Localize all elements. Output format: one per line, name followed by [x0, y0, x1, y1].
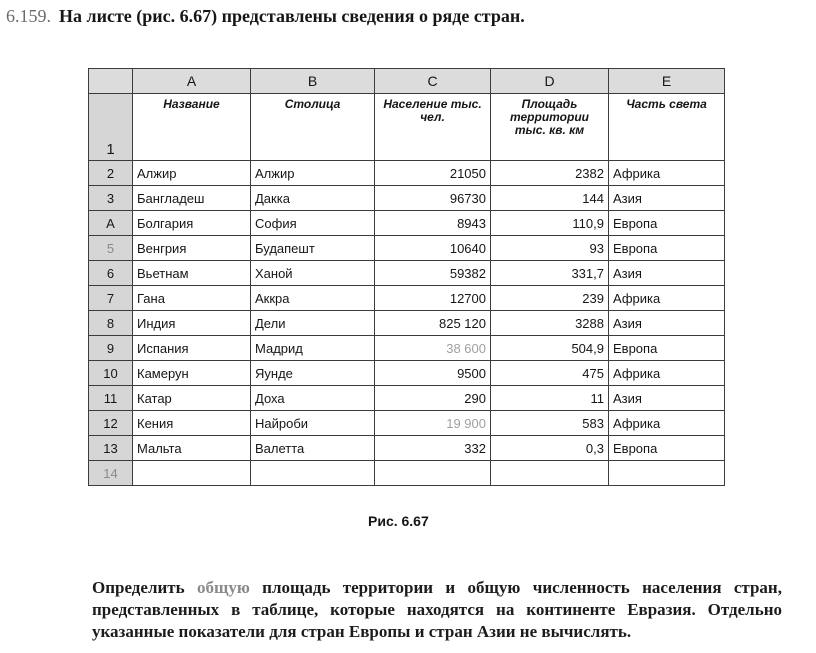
row-header[interactable]: 1	[89, 94, 133, 161]
population-cell[interactable]: 96730	[375, 186, 491, 211]
row-header[interactable]: 10	[89, 361, 133, 386]
area-cell[interactable]: 3288	[491, 311, 609, 336]
region-cell[interactable]: Европа	[609, 336, 725, 361]
area-cell[interactable]: 11	[491, 386, 609, 411]
name-cell[interactable]: Камерун	[133, 361, 251, 386]
table-row	[89, 211, 725, 236]
capital-cell[interactable]: Дели	[251, 311, 375, 336]
population-cell[interactable]: 8943	[375, 211, 491, 236]
task-text-rest: площадь территории и общую численность населения стран, представленных в таблице, которые находятся на континенте Евразия. Отдельно указанные показатели для стран Европы и стран Азии не вычислять.	[92, 578, 782, 641]
population-cell[interactable]: 332	[375, 436, 491, 461]
row-header[interactable]: 11	[89, 386, 133, 411]
table-row	[89, 286, 725, 311]
table-row	[89, 186, 725, 211]
area-cell[interactable]: 0,3	[491, 436, 609, 461]
task-text-highlight: общую	[196, 578, 250, 597]
region-cell[interactable]: Африка	[609, 286, 725, 311]
capital-cell[interactable]: Будапешт	[251, 236, 375, 261]
population-cell[interactable]: 290	[375, 386, 491, 411]
capital-cell[interactable]: Алжир	[251, 161, 375, 186]
table-row	[89, 436, 725, 461]
area-cell[interactable]: 475	[491, 361, 609, 386]
row-header[interactable]: 6	[89, 261, 133, 286]
header-capital-cell[interactable]: Столица	[251, 94, 375, 161]
population-cell[interactable]: 9500	[375, 361, 491, 386]
table-row	[89, 236, 725, 261]
table-row	[89, 161, 725, 186]
capital-cell[interactable]: Аккра	[251, 286, 375, 311]
region-cell[interactable]: Африка	[609, 361, 725, 386]
row-header[interactable]: 9	[89, 336, 133, 361]
population-cell[interactable]: 38 600	[375, 336, 491, 361]
problem-statement: На листе (рис. 6.67) представлены сведения о ряде стран.	[59, 6, 525, 26]
header-population-cell[interactable]: Население тыс. чел.	[375, 94, 491, 161]
area-cell[interactable]: 110,9	[491, 211, 609, 236]
row-header[interactable]: А	[89, 211, 133, 236]
name-cell[interactable]: Венгрия	[133, 236, 251, 261]
header-area-cell[interactable]: Площадь территории тыс. кв. км	[491, 94, 609, 161]
table-row	[89, 336, 725, 361]
column-header-d[interactable]: D	[491, 69, 609, 94]
figure-caption: Рис. 6.67	[368, 513, 429, 529]
empty-cell[interactable]	[375, 461, 491, 486]
name-cell[interactable]: Болгария	[133, 211, 251, 236]
capital-cell[interactable]: Доха	[251, 386, 375, 411]
empty-cell[interactable]	[133, 461, 251, 486]
name-cell[interactable]: Кения	[133, 411, 251, 436]
column-header-a[interactable]: A	[133, 69, 251, 94]
name-cell[interactable]: Мальта	[133, 436, 251, 461]
region-cell[interactable]: Азия	[609, 311, 725, 336]
name-cell[interactable]: Испания	[133, 336, 251, 361]
row-header[interactable]: 2	[89, 161, 133, 186]
table-row-empty	[89, 461, 725, 486]
capital-cell[interactable]: Дакка	[251, 186, 375, 211]
header-region-cell[interactable]: Часть света	[609, 94, 725, 161]
empty-cell[interactable]	[491, 461, 609, 486]
task-text-start: Определить	[92, 578, 197, 597]
row-header[interactable]: 5	[89, 236, 133, 261]
problem-number: 6.159.	[6, 6, 51, 26]
area-cell[interactable]: 2382	[491, 161, 609, 186]
region-cell[interactable]: Азия	[609, 261, 725, 286]
area-cell[interactable]: 93	[491, 236, 609, 261]
region-cell[interactable]: Африка	[609, 161, 725, 186]
region-cell[interactable]: Европа	[609, 436, 725, 461]
region-cell[interactable]: Азия	[609, 386, 725, 411]
name-cell[interactable]: Бангладеш	[133, 186, 251, 211]
name-cell[interactable]: Катар	[133, 386, 251, 411]
population-cell[interactable]: 21050	[375, 161, 491, 186]
row-header[interactable]: 12	[89, 411, 133, 436]
area-cell[interactable]: 331,7	[491, 261, 609, 286]
row-header[interactable]: 14	[89, 461, 133, 486]
population-cell[interactable]: 12700	[375, 286, 491, 311]
empty-cell[interactable]	[609, 461, 725, 486]
population-cell[interactable]: 59382	[375, 261, 491, 286]
header-name-cell[interactable]: Название	[133, 94, 251, 161]
capital-cell[interactable]: Яунде	[251, 361, 375, 386]
row-header[interactable]: 8	[89, 311, 133, 336]
column-header-row	[89, 69, 725, 94]
name-cell[interactable]: Индия	[133, 311, 251, 336]
table-row	[89, 261, 725, 286]
area-cell[interactable]: 144	[491, 186, 609, 211]
row-header[interactable]: 13	[89, 436, 133, 461]
row-header[interactable]: 3	[89, 186, 133, 211]
capital-cell[interactable]: Валетта	[251, 436, 375, 461]
spreadsheet	[88, 68, 725, 486]
problem-heading	[6, 6, 525, 27]
table-row	[89, 311, 725, 336]
table-row	[89, 411, 725, 436]
name-cell[interactable]: Гана	[133, 286, 251, 311]
name-cell[interactable]: Алжир	[133, 161, 251, 186]
column-header-c[interactable]: C	[375, 69, 491, 94]
empty-cell[interactable]	[251, 461, 375, 486]
name-cell[interactable]: Вьетнам	[133, 261, 251, 286]
capital-cell[interactable]: Найроби	[251, 411, 375, 436]
select-all-corner[interactable]	[89, 69, 133, 94]
region-cell[interactable]: Африка	[609, 411, 725, 436]
table-row	[89, 386, 725, 411]
region-cell[interactable]: Азия	[609, 186, 725, 211]
column-header-e[interactable]: E	[609, 69, 725, 94]
capital-cell[interactable]: Мадрид	[251, 336, 375, 361]
region-cell[interactable]: Европа	[609, 236, 725, 261]
area-cell[interactable]: 583	[491, 411, 609, 436]
area-cell[interactable]: 504,9	[491, 336, 609, 361]
capital-cell[interactable]: София	[251, 211, 375, 236]
row-header[interactable]: 7	[89, 286, 133, 311]
area-cell[interactable]: 239	[491, 286, 609, 311]
region-cell[interactable]: Европа	[609, 211, 725, 236]
population-cell[interactable]: 825 120	[375, 311, 491, 336]
population-cell[interactable]: 10640	[375, 236, 491, 261]
column-header-b[interactable]: B	[251, 69, 375, 94]
task-text	[92, 577, 782, 643]
table-row	[89, 361, 725, 386]
population-cell[interactable]: 19 900	[375, 411, 491, 436]
capital-cell[interactable]: Ханой	[251, 261, 375, 286]
table-header-row	[89, 94, 725, 161]
